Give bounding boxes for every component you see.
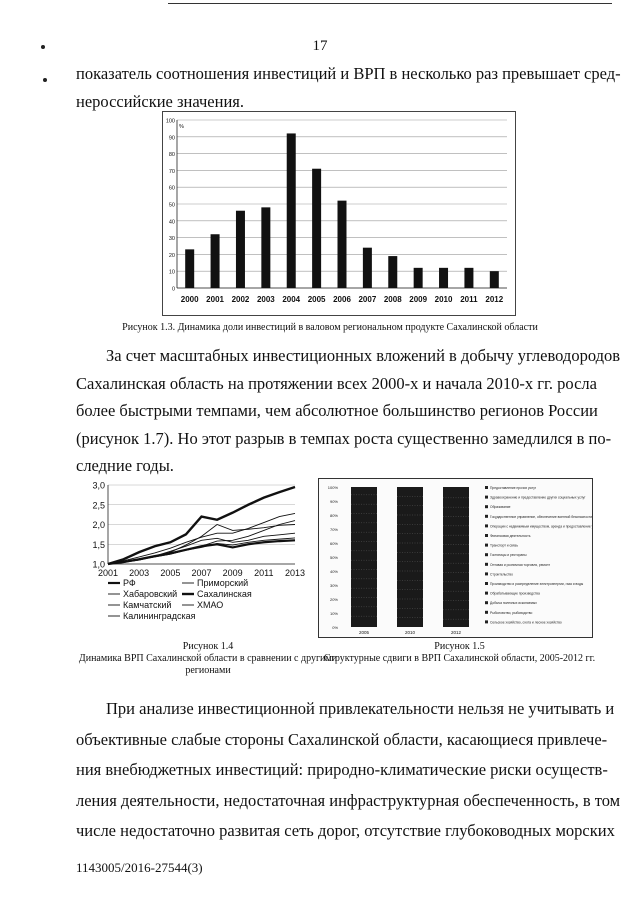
figure-1-4-caption-title: Динамика ВРП Сахалинской области в сравнении с другими регионами — [78, 653, 338, 676]
x-tick-label: 2007 — [191, 568, 212, 578]
y-tick-label: 3,0 — [92, 480, 105, 491]
stacked-bar — [397, 487, 423, 627]
legend-label: Калининградская — [123, 611, 196, 621]
legend-label: Гостиницы и рестораны — [490, 553, 527, 558]
bar — [261, 207, 270, 288]
text-line: нероссийские значения. — [76, 92, 244, 111]
legend-label: Оптовая и розничная торговля, ремонт — [490, 562, 550, 567]
legend-label: Образование — [490, 505, 511, 510]
x-tick-label: 2011 — [254, 568, 274, 578]
bar — [312, 169, 321, 288]
x-tick-label: 2005 — [358, 630, 370, 635]
legend-swatch — [485, 601, 488, 604]
legend-swatch — [485, 572, 488, 575]
y-tick-label: 1,0 — [92, 559, 105, 570]
legend-label: Добыча полезных ископаемых — [490, 601, 537, 606]
legend-swatch — [485, 496, 488, 499]
bar — [211, 234, 220, 288]
x-tick-label: 2005 — [307, 295, 326, 304]
y-tick-label: 1,5 — [92, 539, 105, 550]
bar — [236, 211, 245, 288]
y-tick-label: 10 — [168, 269, 175, 276]
text-line: (рисунок 1.7). Но этот разрыв в темпах роста существенно замедлился в по- — [76, 428, 612, 448]
text-line: При анализе инвестиционной привлекательности нельзя не учитывать и — [106, 699, 615, 718]
figure-1-5-caption-number: Рисунок 1.5 — [434, 641, 485, 652]
y-tick-label: 20% — [329, 597, 338, 602]
x-tick-label: 2010 — [434, 295, 453, 304]
x-tick-label: 2011 — [460, 295, 478, 304]
paragraph-3 — [76, 694, 621, 847]
bar — [185, 249, 194, 288]
y-tick-label: 40% — [329, 569, 338, 574]
legend-swatch — [485, 620, 488, 623]
x-tick-label: 2012 — [485, 295, 504, 304]
x-tick-label: 2001 — [206, 295, 224, 304]
legend-label: РФ — [123, 578, 136, 588]
figure-1-4-chart — [90, 477, 305, 639]
text-line: числе недостаточно развитая сеть дорог, отсутствие глубоководных морских — [76, 821, 615, 840]
y-tick-label: 30% — [329, 583, 338, 588]
y-tick-label: 70 — [168, 168, 175, 175]
legend-swatch — [485, 611, 488, 614]
legend-swatch — [485, 553, 488, 556]
y-tick-label: 80% — [329, 513, 338, 518]
legend-swatch — [485, 563, 488, 566]
x-tick-label: 2000 — [180, 295, 199, 304]
y-tick-label: 20 — [168, 252, 175, 259]
bar — [490, 271, 499, 288]
legend-label: Операции с недвижимым имуществом, аренда и предоставление услуг — [490, 524, 592, 529]
stacked-bar — [443, 487, 469, 627]
legend-label: Транспорт и связь — [490, 543, 518, 548]
y-tick-label: 2,5 — [92, 500, 105, 511]
legend-swatch — [485, 582, 488, 585]
legend-swatch — [485, 524, 488, 527]
legend-label: ХМАО — [197, 600, 224, 610]
x-tick-label: 2001 — [97, 568, 119, 578]
paragraph-1 — [76, 60, 621, 116]
y-unit-label: % — [179, 124, 184, 130]
legend-label: Рыболовство, рыбоводство — [490, 610, 533, 615]
legend-label: Камчатский — [123, 600, 172, 610]
legend-label: Строительство — [490, 572, 513, 577]
text-line: показатель соотношения инвестиций и ВРП в несколько раз превышает сред- — [76, 64, 621, 83]
legend-label: Хабаровский — [123, 589, 178, 599]
series-line — [108, 487, 295, 564]
legend-label: Обрабатывающие производства — [490, 591, 540, 596]
y-tick-label: 90 — [168, 135, 175, 142]
x-tick-label: 2013 — [284, 568, 305, 578]
bar — [439, 268, 448, 288]
text-line: ния внебюджетных инвестиций: природно-климатические риски осуществ- — [76, 760, 608, 779]
series-line — [108, 533, 295, 564]
figure-1-3-frame — [162, 111, 516, 316]
legend-swatch — [485, 592, 488, 595]
y-tick-label: 60% — [329, 541, 338, 546]
y-tick-label: 50% — [329, 555, 338, 560]
figure-1-3-chart — [163, 112, 515, 315]
y-tick-label: 0% — [332, 625, 338, 630]
bar — [464, 268, 473, 288]
y-tick-label: 90% — [329, 499, 338, 504]
paragraph-2 — [76, 342, 621, 480]
bar — [363, 248, 372, 288]
legend-swatch — [485, 515, 488, 518]
x-tick-label: 2010 — [404, 630, 416, 635]
legend-label: Предоставление прочих услуг — [490, 486, 537, 490]
text-line: За счет масштабных инвестиционных вложений в добычу углеводородов — [106, 346, 621, 365]
x-tick-label: 2009 — [222, 568, 243, 578]
y-tick-label: 30 — [168, 236, 175, 243]
x-tick-label: 2002 — [231, 295, 250, 304]
text-line: следние годы. — [76, 456, 174, 475]
bar — [338, 201, 347, 288]
y-tick-label: 70% — [329, 527, 338, 532]
page-number: 17 — [312, 38, 328, 54]
legend-swatch — [485, 486, 488, 489]
figure-1-3-caption: Рисунок 1.3. Динамика доли инвестиций в валовом региональном продукте Сахалинской области — [122, 322, 538, 333]
legend-label: Производство и распределение электроэнергии, газа и воды — [490, 582, 584, 586]
x-tick-label: 2012 — [450, 630, 462, 635]
text-line: объективные слабые стороны Сахалинской области, касающиеся привлече- — [76, 729, 608, 749]
text-line: более быстрыми темпами, чем абсолютное большинство регионов России — [76, 401, 598, 420]
x-tick-label: 2003 — [256, 295, 275, 304]
y-tick-label: 60 — [168, 185, 175, 192]
legend-label: Здравоохранение и предоставление других социальных услуг — [490, 495, 586, 500]
legend-label: Сельское хозяйство, охота и лесное хозяйство — [490, 620, 562, 625]
y-tick-label: 100% — [327, 485, 338, 490]
legend-label: Государственное управление, обеспечение военной безопасности — [490, 514, 592, 519]
legend-label: Финансовая деятельность — [490, 534, 531, 538]
y-tick-label: 50 — [168, 202, 175, 209]
y-tick-label: 2,0 — [92, 520, 105, 530]
bar — [287, 133, 296, 288]
top-rule — [168, 3, 612, 4]
y-tick-label: 80 — [168, 152, 175, 159]
text-line: Сахалинская область на протяжении всех 2000-х и начала 2010-х гг. росла — [76, 373, 597, 393]
figure-1-5-chart — [319, 479, 592, 637]
y-tick-label: 10% — [329, 611, 338, 616]
x-tick-label: 2003 — [129, 568, 150, 578]
bar — [414, 268, 423, 288]
y-tick-label: 100 — [165, 118, 175, 125]
x-tick-label: 2008 — [383, 295, 402, 304]
legend-swatch — [485, 544, 488, 547]
figure-1-5-caption-title: Структурные сдвиги в ВРП Сахалинской области, 2005-2012 гг. — [323, 653, 596, 664]
x-tick-label: 2009 — [409, 295, 428, 304]
x-tick-label: 2005 — [160, 568, 181, 578]
y-tick-label: 0 — [171, 286, 175, 293]
legend-swatch — [485, 505, 488, 508]
figure-1-5-frame — [318, 478, 593, 638]
margin-dot — [43, 78, 47, 82]
x-tick-label: 2004 — [282, 295, 301, 304]
text-line: ления деятельности, недостаточная инфраструктурная обеспеченность, в том — [76, 790, 621, 810]
x-tick-label: 2007 — [358, 295, 377, 304]
x-tick-label: 2006 — [333, 295, 351, 304]
stacked-bar — [351, 487, 377, 627]
legend-label: Сахалинская — [197, 589, 252, 599]
document-footer-id: 1143005/2016-27544(3) — [76, 860, 203, 875]
bar — [388, 256, 397, 288]
figure-1-4-caption-number: Рисунок 1.4 — [182, 641, 234, 652]
series-line — [108, 513, 295, 564]
legend-label: Приморский — [197, 578, 249, 588]
y-tick-label: 40 — [168, 219, 175, 226]
legend-swatch — [485, 534, 488, 537]
